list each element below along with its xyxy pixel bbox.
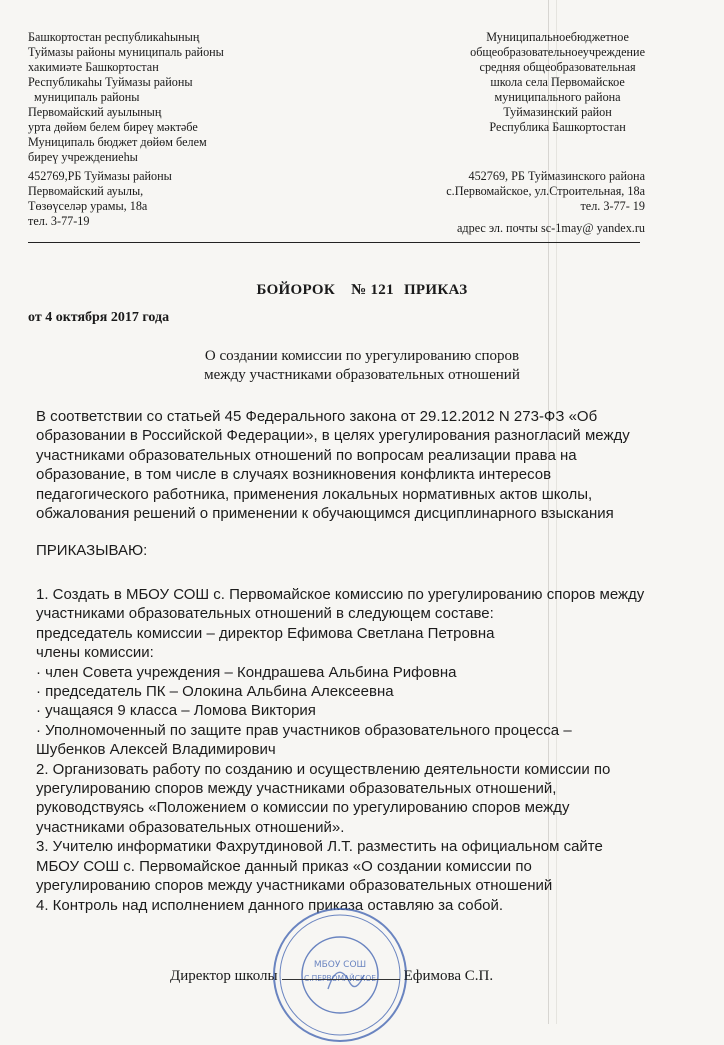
- address-right-line: с.Первомайское, ул.Строительная, 18а: [446, 184, 645, 198]
- order-item-line: · председатель ПК – Олокина Альбина Алексеевна: [36, 683, 394, 701]
- order-item-line: Шубенков Алексей Владимирович: [36, 741, 276, 759]
- header-left-block: [28, 30, 224, 165]
- signature-line: [170, 968, 493, 985]
- header-right-block: [470, 30, 645, 135]
- order-item-line: · Уполномоченный по защите прав участников образовательного процесса –: [36, 721, 572, 739]
- header-left-line: Республикаһы Туймазы районы: [28, 75, 193, 89]
- header-divider: [28, 242, 640, 243]
- address-right-line: 452769, РБ Туймазинского района: [468, 169, 645, 183]
- header-right-line: Муниципальноебюджетное: [486, 30, 629, 44]
- signatory-name: Ефимова С.П.: [403, 968, 494, 984]
- header-right-line: общеобразовательноеучреждение: [470, 45, 645, 59]
- address-left-line: тел. 3-77-19: [28, 214, 90, 228]
- preamble-line: педагогического работника, применения локальных нормативных актов школы,: [36, 485, 593, 503]
- header-left-line: биреү учреждениеһы: [28, 150, 138, 164]
- order-item-line: 4. Контроль над исполнением данного приказа оставляю за собой.: [36, 896, 504, 914]
- header-left-line: Первомайский ауылының: [28, 105, 162, 119]
- preamble-line: В соответствии со статьей 45 Федерального закона от 29.12.2012 N 273-ФЗ «Об: [36, 408, 598, 425]
- address-left-line: Төзөүселәр урамы, 18а: [28, 199, 148, 213]
- preamble-line: образовании в Российской Федерации», в целях урегулирования разногласий между: [36, 427, 630, 445]
- header-right-line: средняя общеобразовательная: [479, 60, 636, 74]
- order-item-line: участниками образовательных отношений в следующем составе:: [36, 605, 494, 623]
- header-right-line: Республика Башкортостан: [489, 120, 626, 134]
- order-item-line: 1. Создать в МБОУ СОШ с. Первомайское комиссию по урегулированию споров между: [36, 586, 645, 603]
- order-item-line: 2. Организовать работу по созданию и осуществлению деятельности комиссии по: [36, 760, 611, 778]
- address-left-block: [28, 169, 172, 229]
- header-right-line: школа села Первомайское: [490, 75, 625, 89]
- order-item-line: члены комиссии:: [36, 644, 154, 662]
- title-bashkir: БОЙОРОК: [256, 282, 336, 298]
- order-subject: [0, 347, 724, 385]
- seal-text-top: МБОУ СОШ: [313, 960, 367, 970]
- signature-blank: [282, 979, 400, 980]
- order-items: [36, 585, 708, 915]
- seal-text-bottom: С.ПЕРВОМАЙСКОЕ: [304, 974, 376, 983]
- order-date: от 4 октября 2017 года: [28, 310, 170, 325]
- subject-line: О создании комиссии по урегулированию споров: [204, 348, 520, 364]
- header-left-line: Башкортостан республикаһының: [28, 30, 200, 44]
- order-item-line: · член Совета учреждения – Кондрашева Альбина Рифовна: [36, 663, 457, 681]
- order-item-line: урегулированию споров между участниками образовательных отношений,: [36, 780, 557, 798]
- order-item-line: председатель комиссии – директор Ефимова Светлана Петровна: [36, 624, 495, 642]
- document-title: [0, 282, 724, 299]
- address-left-line: 452769,РБ Туймазы районы: [28, 169, 172, 183]
- preamble-line: обжалования решений о применении к обучающимся дисциплинарного взыскания: [36, 505, 614, 523]
- title-russian: ПРИКАЗ: [403, 282, 468, 298]
- header-left-line: Муниципаль бюджет дөйөм белем: [28, 135, 207, 149]
- header-left-line: урта дөйөм белем биреү мәктәбе: [28, 120, 198, 134]
- order-number: № 121: [351, 282, 394, 298]
- header-left-line: Туймазы районы муниципаль районы: [28, 45, 224, 59]
- address-right-block: [446, 169, 645, 236]
- header-left-line: хакимиәте Башкортостан: [28, 60, 159, 74]
- address-left-line: Первомайский ауылы,: [28, 184, 144, 198]
- order-item-line: МБОУ СОШ с. Первомайское данный приказ «О создании комиссии по: [36, 857, 532, 875]
- header-right-line: Туймазинский район: [503, 105, 612, 119]
- subject-line: между участниками образовательных отношений: [204, 367, 520, 383]
- order-item-line: · учащаяся 9 класса – Ломова Виктория: [36, 702, 316, 720]
- signatory-position: Директор школы: [170, 968, 278, 984]
- order-item-line: участниками образовательных отношений».: [36, 818, 345, 836]
- order-item-line: 3. Учителю информатики Фахрутдиновой Л.Т. разместить на официальном сайте: [36, 838, 603, 856]
- preamble-line: образование, в том числе в случаях возникновения конфликта интересов: [36, 466, 552, 484]
- preamble-line: участниками образовательных отношений по вопросам реализации права на: [36, 446, 577, 464]
- header-right-line: муниципального района: [494, 90, 621, 104]
- preamble: [36, 407, 708, 523]
- header-left-line: муниципаль районы: [34, 90, 140, 104]
- address-right-line: тел. 3-77- 19: [580, 199, 645, 213]
- order-item-line: урегулированию споров между участниками образовательных отношений: [36, 877, 553, 895]
- order-item-line: руководствуясь «Положением о комиссии по урегулированию споров между: [36, 799, 570, 817]
- address-right-line: адрес эл. почты sc-1may@ yandex.ru: [456, 221, 645, 235]
- order-keyword: ПРИКАЗЫВАЮ:: [36, 542, 148, 559]
